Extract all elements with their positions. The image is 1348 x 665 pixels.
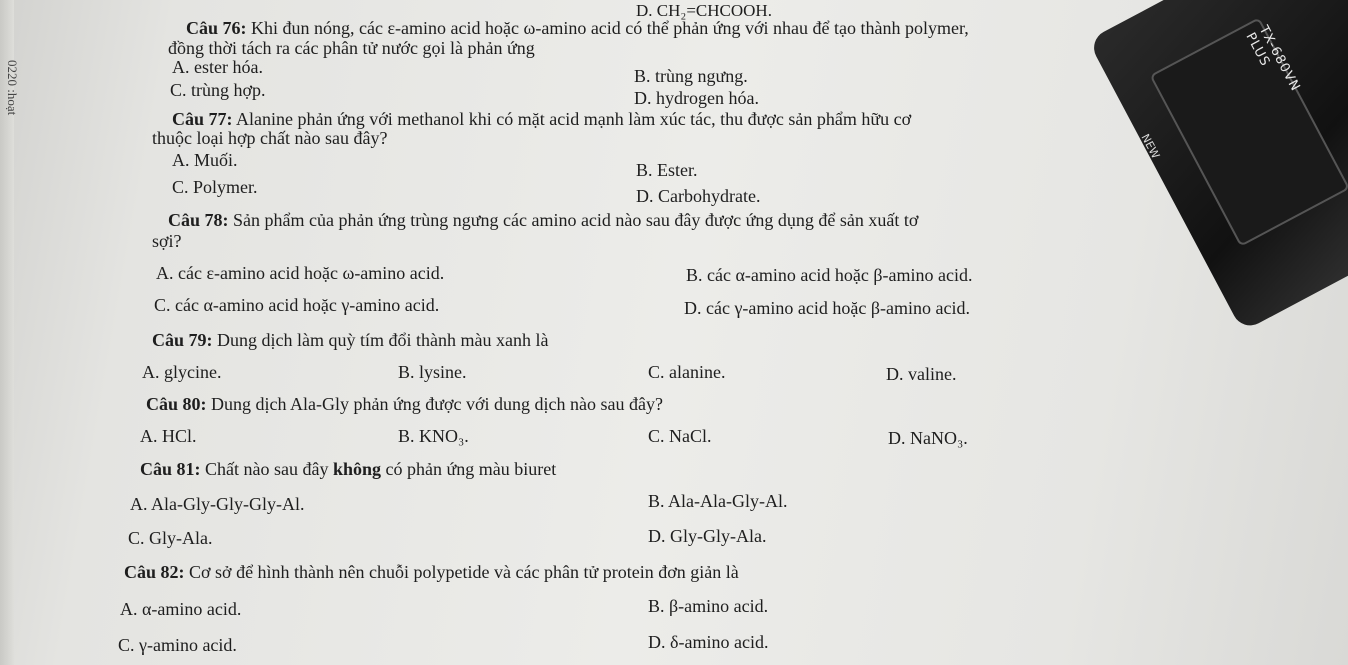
q81-option-d[interactable]: D. Gly-Gly-Ala. (648, 526, 767, 546)
question-82 (124, 562, 739, 583)
q80-option-c[interactable]: C. NaCl. (648, 426, 712, 446)
q81-option-a[interactable]: A. Ala-Gly-Gly-Gly-Al. (130, 494, 305, 514)
calculator-label: TX-680VN PLUS (1242, 23, 1303, 95)
q79-option-a[interactable]: A. glycine. (142, 362, 222, 382)
previous-option-d: D. CH₂=CHCOOH. (636, 1, 772, 20)
question-77-line1 (172, 109, 911, 130)
question-text-post: có phản ứng màu biuret (381, 459, 557, 479)
q78-option-c[interactable]: C. các α-amino acid hoặc γ-amino acid. (154, 295, 440, 315)
question-78-line2: sợi? (152, 231, 182, 251)
question-number: Câu 78: (168, 210, 229, 230)
q81-option-c[interactable]: C. Gly-Ala. (128, 528, 213, 548)
question-text: Khi đun nóng, các ε-amino acid hoặc ω-amino acid có thể phản ứng với nhau để tạo thành polymer, (246, 18, 969, 38)
question-text: Cơ sở để hình thành nên chuỗi polypetide và các phân tử protein đơn giản là (184, 562, 739, 582)
q82-option-b[interactable]: B. β-amino acid. (648, 596, 769, 616)
q77-option-b[interactable]: B. Ester. (636, 160, 698, 180)
calculator-new-label: NEW (1138, 131, 1163, 161)
question-76-line1 (186, 18, 969, 39)
q81-option-b[interactable]: B. Ala-Ala-Gly-Al. (648, 491, 788, 511)
question-number: Câu 76: (186, 18, 247, 38)
question-number: Câu 77: (172, 109, 233, 129)
question-78-line1 (168, 210, 918, 231)
question-number: Câu 82: (124, 562, 185, 582)
question-text: Sản phẩm của phản ứng trùng ngưng các amino acid nào sau đây được ứng dụng để sản xuất tơ (228, 210, 919, 230)
question-text: Alanine phản ứng với methanol khi có mặt acid mạnh làm xúc tác, thu được sản phẩm hữu cơ (232, 109, 912, 129)
q76-option-d[interactable]: D. hydrogen hóa. (634, 88, 759, 108)
question-text: Dung dịch Ala-Gly phản ứng được với dung dịch nào sau đây? (206, 394, 663, 414)
q79-option-c[interactable]: C. alanine. (648, 362, 726, 382)
q76-option-b[interactable]: B. trùng ngưng. (634, 66, 748, 86)
question-80 (146, 394, 663, 415)
q82-option-c[interactable]: C. γ-amino acid. (118, 635, 237, 655)
q80-option-b[interactable]: B. KNO₃. (398, 426, 469, 446)
q80-option-d[interactable]: D. NaNO₃. (888, 428, 968, 448)
q82-option-a[interactable]: A. α-amino acid. (120, 599, 242, 619)
q80-option-a[interactable]: A. HCl. (140, 426, 197, 446)
q79-option-d[interactable]: D. valine. (886, 364, 957, 384)
calculator-screen (1149, 17, 1348, 247)
question-text-pre: Chất nào sau đây (200, 459, 333, 479)
q76-option-c[interactable]: C. trùng hợp. (170, 80, 266, 100)
q78-option-b[interactable]: B. các α-amino acid hoặc β-amino acid. (686, 265, 973, 285)
question-79 (152, 330, 548, 351)
question-81 (140, 459, 556, 480)
question-text-emphasis: không (332, 459, 382, 479)
question-76-line2: đồng thời tách ra các phân tử nước gọi là phản ứng (168, 38, 535, 58)
q77-option-a[interactable]: A. Muối. (172, 150, 238, 170)
question-text: Dung dịch làm quỳ tím đổi thành màu xanh là (212, 330, 549, 350)
question-number: Câu 81: (140, 459, 201, 479)
q77-option-d[interactable]: D. Carbohydrate. (636, 186, 761, 206)
question-77-line2: thuộc loại hợp chất nào sau đây? (152, 128, 388, 148)
q78-option-d[interactable]: D. các γ-amino acid hoặc β-amino acid. (684, 298, 970, 318)
q76-option-a[interactable]: A. ester hóa. (172, 57, 263, 77)
q78-option-a[interactable]: A. các ε-amino acid hoặc ω-amino acid. (156, 263, 445, 283)
question-number: Câu 80: (146, 394, 207, 414)
side-text: 0220 :hoạt (5, 60, 20, 116)
q82-option-d[interactable]: D. δ-amino acid. (648, 632, 769, 652)
calculator-device (1088, 0, 1348, 332)
q77-option-c[interactable]: C. Polymer. (172, 177, 258, 197)
question-number: Câu 79: (152, 330, 213, 350)
q79-option-b[interactable]: B. lysine. (398, 362, 467, 382)
